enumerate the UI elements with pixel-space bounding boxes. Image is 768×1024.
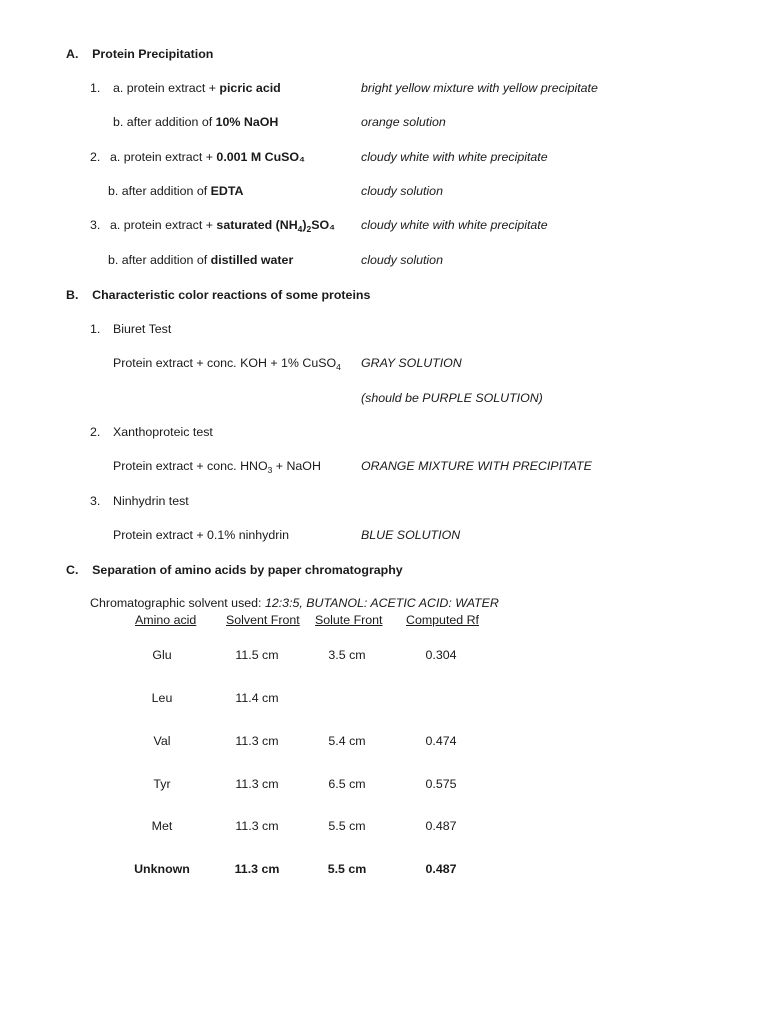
b2-result: ORANGE MIXTURE WITH PRECIPITATE (361, 459, 592, 473)
a2b-result: cloudy solution (361, 184, 443, 198)
cell-solute-front: 5.4 cm (328, 734, 366, 748)
a3b-reaction: b. after addition of distilled water (108, 253, 294, 267)
a3-number: 3. (90, 218, 101, 232)
cell-solute-front: 3.5 cm (328, 648, 366, 662)
cell-amino-acid: Leu (151, 691, 173, 705)
a1b-reaction: b. after addition of 10% NaOH (113, 115, 279, 129)
cell-amino-acid: Met (151, 819, 173, 833)
b1-reagents: Protein extract + conc. KOH + 1% CuSO$_4$ (113, 356, 341, 372)
b2-test-name: Xanthoproteic test (113, 425, 213, 439)
header-computed-rf: Computed Rf (406, 613, 480, 627)
a3a-reaction: a. protein extract + saturated $(NH_4)_2SO_4$ (110, 218, 336, 234)
cell-solvent-front: 11.3 cm (235, 734, 279, 748)
cell-amino-acid: Unknown (134, 862, 190, 876)
cell-solvent-front: 11.5 cm (235, 648, 279, 662)
b3-reagents: Protein extract + 0.1% ninhydrin (113, 528, 289, 542)
cell-computed-rf: 0.487 (425, 862, 457, 876)
a1a-reaction: a. protein extract + picric acid (113, 81, 281, 95)
header-amino-acid: Amino acid (135, 613, 197, 627)
cell-solute-front: 5.5 cm (327, 862, 367, 876)
b3-test-name: Ninhydrin test (113, 494, 189, 508)
a2a-result: cloudy white with white precipitate (361, 150, 548, 164)
cell-computed-rf: 0.304 (425, 648, 457, 662)
a2-number: 2. (90, 150, 101, 164)
a2b-reaction: b. after addition of EDTA (108, 184, 244, 198)
cell-computed-rf: 0.575 (425, 777, 457, 791)
cell-solute-front: 5.5 cm (328, 819, 366, 833)
cell-solvent-front: 11.4 cm (235, 691, 279, 705)
b1-number: 1. (90, 322, 101, 336)
cell-amino-acid: Glu (152, 648, 172, 662)
solvent-line: Chromatographic solvent used: 12:3:5, BUTANOL: ACETIC ACID: WATER (90, 596, 499, 610)
header-solvent-front: Solvent Front (226, 613, 300, 627)
cell-computed-rf: 0.474 (425, 734, 457, 748)
section-c-title: C. Separation of amino acids by paper chromatography (66, 563, 403, 577)
a1a-result: bright yellow mixture with yellow precipitate (361, 81, 598, 95)
header-solute-front: Solute Front (315, 613, 383, 627)
b3-number: 3. (90, 494, 101, 508)
cell-solvent-front: 11.3 cm (234, 862, 280, 876)
b2-reagents: Protein extract + conc. $HNO_3$ + NaOH (113, 459, 321, 475)
cell-solute-front: 6.5 cm (328, 777, 366, 791)
section-a-title: A. Protein Precipitation (66, 47, 214, 61)
b1-result: GRAY SOLUTION (361, 356, 462, 370)
cell-solvent-front: 11.3 cm (235, 819, 279, 833)
a1b-result: orange solution (361, 115, 446, 129)
a1-number: 1. (90, 81, 101, 95)
b3-result: BLUE SOLUTION (361, 528, 461, 542)
b1-test-name: Biuret Test (113, 322, 172, 336)
a3b-result: cloudy solution (361, 253, 443, 267)
b1-note: (should be PURPLE SOLUTION) (361, 391, 543, 405)
cell-computed-rf: 0.487 (425, 819, 457, 833)
cell-solvent-front: 11.3 cm (235, 777, 279, 791)
a3a-result: cloudy white with white precipitate (361, 218, 548, 232)
section-b-title: B. Characteristic color reactions of some proteins (66, 288, 371, 302)
cell-amino-acid: Val (153, 734, 171, 748)
cell-amino-acid: Tyr (153, 777, 171, 791)
a2a-reaction: a. protein extract + 0.001 M CuSO₄ (110, 150, 305, 164)
b2-number: 2. (90, 425, 101, 439)
